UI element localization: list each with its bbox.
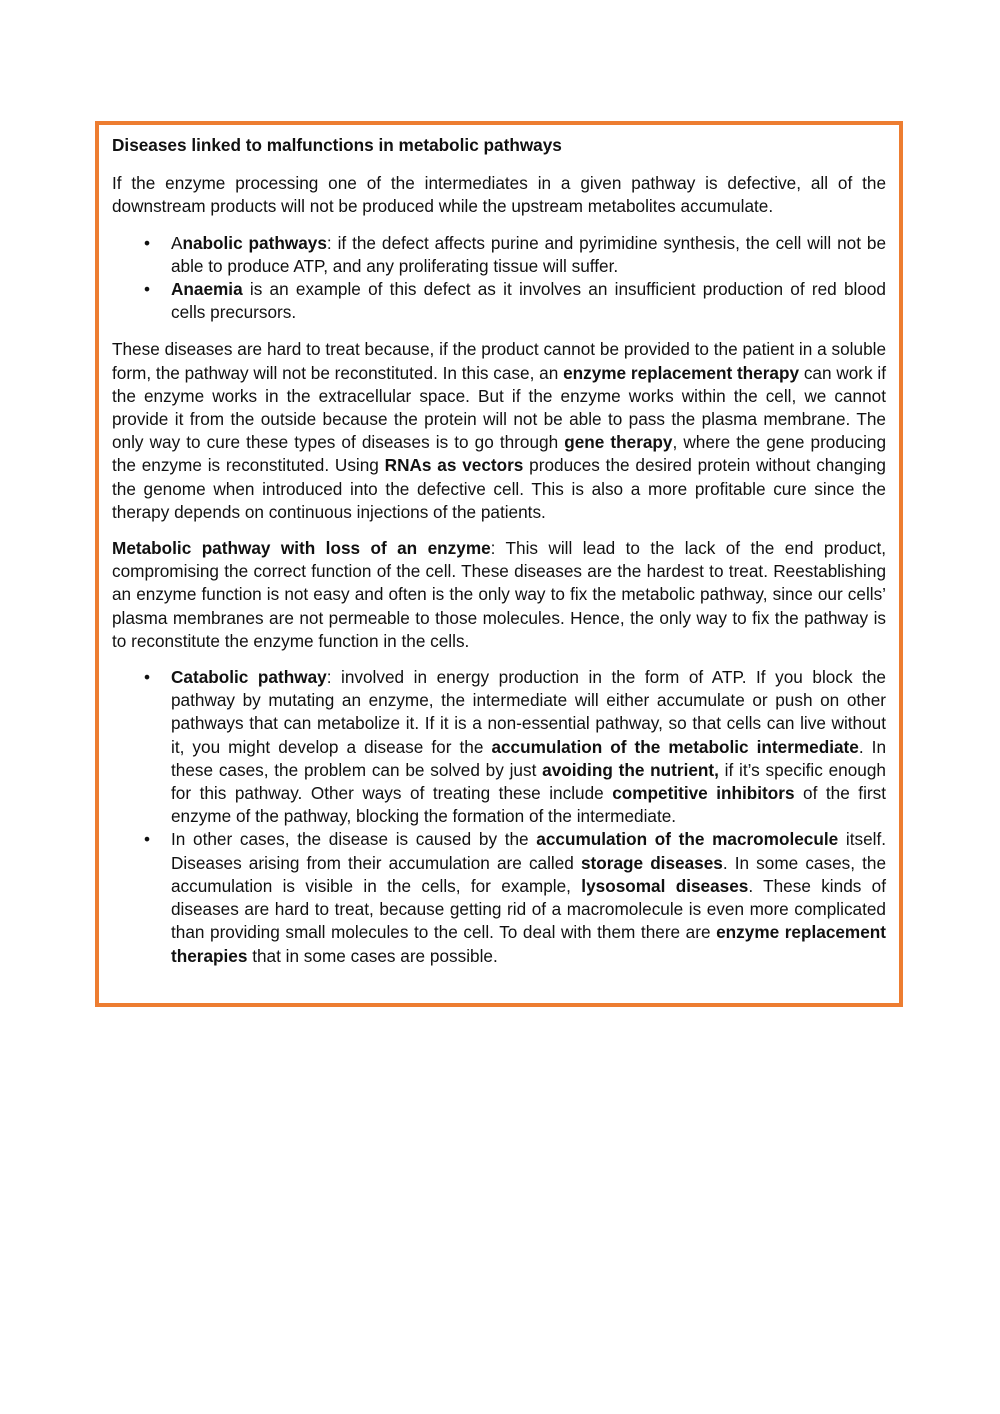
paragraph-text: , where the gene producing the enzyme is reconstituted. Using	[112, 432, 887, 476]
section-heading: Diseases linked to malfunctions in metabolic pathways	[112, 135, 562, 155]
list-item-text: of the first enzyme of the pathway, blocking the formation of the intermediate.	[171, 783, 886, 827]
bullet-icon: •	[143, 232, 151, 253]
list-item-text: : involved in energy production in the form of ATP. If you block the pathway by mutating an enzyme, the intermediate will either accumulate or push on other pathways that can metabolize it. If it is a non-essential pathway, so that cells can live without it, you might develop a disease for the	[171, 667, 886, 757]
list-item-text: that in some cases are possible.	[247, 945, 498, 966]
bullet-list-2	[112, 666, 886, 968]
bullet-icon: •	[143, 667, 151, 688]
bold-term: lysosomal diseases	[581, 875, 749, 896]
bold-term: Metabolic pathway with loss of an enzyme	[112, 538, 491, 559]
bold-term: Anaemia	[171, 279, 243, 300]
list-item-anaemia	[112, 278, 886, 324]
bold-term: enzyme replacement therapies	[171, 922, 886, 966]
paragraph-text: can work if the enzyme works in the extracellular space. But if the enzyme works within the cell, we cannot provide it from the outside because the protein will not be able to pass the plasma membrane. The only way to cure these types of diseases is to go through	[112, 362, 887, 453]
bullet-icon: •	[143, 829, 151, 850]
bold-term: Catabolic pathway	[171, 667, 327, 688]
list-item-text: is an example of this defect as it involves an insufficient production of red blood cells precursors.	[171, 279, 886, 323]
list-item-text: . In some cases, the accumulation is visible in the cells, for example,	[171, 852, 887, 896]
paragraph-text: : This will lead to the lack of the end product, compromising the correct function of the cell. These diseases are the hardest to treat. Reestablishing an enzyme function is not easy and often is the only way to fix the metabolic pathway, since our cells’ plasma membranes are not permeable to those molecules. Hence, the only way to fix the pathway is to reconstitute the enzyme function in the cells.	[112, 538, 886, 651]
list-item-text: : if the defect affects purine and pyrimidine synthesis, the cell will not be able to produce ATP, and any proliferating tissue will suffer.	[171, 232, 887, 276]
list-item-anabolic	[112, 232, 886, 278]
bullet-icon: •	[143, 279, 151, 300]
bold-term: nabolic pathways	[182, 232, 327, 253]
bold-term: RNAs as vectors	[384, 455, 524, 476]
list-item-text: . These kinds of diseases are hard to treat, because getting rid of a macromolecule is even more complicated than providing small molecules to the cell. To deal with them there are	[171, 875, 887, 943]
list-item-macromolecule	[112, 828, 886, 967]
paragraph-text: produces the desired protein without changing the genome when introduced into the defective cell. This is also a more profitable cure since the therapy depends on continuous injections of the patients.	[112, 455, 886, 522]
list-item-catabolic	[112, 666, 886, 828]
list-item-text: . In these cases, the problem can be solved by just	[171, 736, 886, 780]
bold-term: gene therapy	[564, 432, 673, 453]
list-item-text: if it’s specific enough for this pathway. Other ways of treating these include	[171, 759, 886, 804]
treatment-paragraph	[112, 338, 886, 524]
bold-term: avoiding the nutrient,	[542, 759, 719, 780]
bold-term: accumulation of the macromolecule	[536, 829, 839, 850]
bold-term: accumulation of the metabolic intermediate	[491, 736, 859, 757]
list-item-text: In other cases, the disease is caused by the	[171, 829, 537, 850]
bold-term: competitive inhibitors	[612, 783, 795, 804]
paragraph-text: These diseases are hard to treat because, if the product cannot be provided to the patient in a soluble form, the pathway will not be reconstituted. In this case, an	[112, 339, 886, 383]
bold-term: storage diseases	[580, 852, 723, 873]
bold-term: enzyme replacement therapy	[563, 362, 800, 383]
info-box	[95, 121, 903, 1007]
enzyme-loss-paragraph	[112, 537, 886, 653]
list-item-text: itself. Diseases arising from their accumulation are called	[171, 829, 886, 873]
list-item-text: A	[171, 232, 183, 253]
intro-paragraph: If the enzyme processing one of the intermediates in a given pathway is defective, all of the downstream products will not be produced while the upstream metabolites accumulate.	[112, 173, 886, 217]
bullet-list-1	[112, 232, 886, 325]
